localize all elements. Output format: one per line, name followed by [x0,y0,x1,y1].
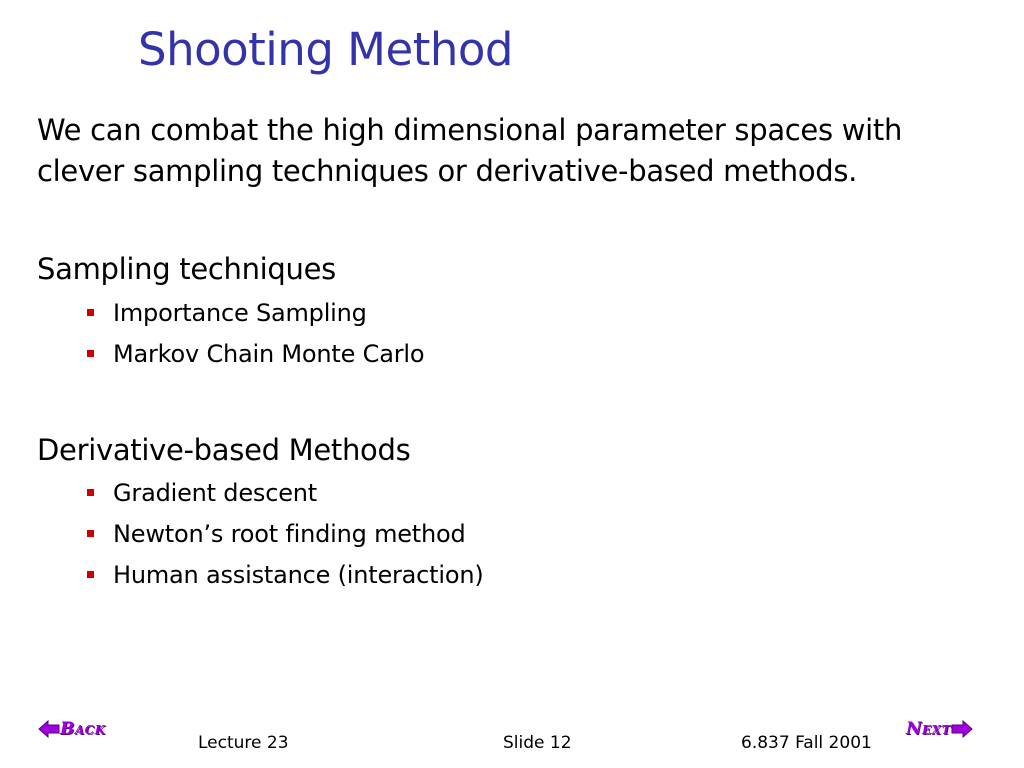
bullet-square-icon [87,350,94,357]
next-button-label: Next [906,719,951,739]
section-heading-sampling: Sampling techniques [37,252,336,286]
footer-slide-number: Slide 12 [503,733,572,753]
list-item-text: Markov Chain Monte Carlo [113,340,425,368]
list-item-text: Gradient descent [113,479,317,507]
back-button[interactable] [38,714,106,744]
arrow-left-icon [38,719,60,739]
bullet-square-icon [87,530,94,537]
back-button-label: Back [60,719,106,739]
intro-paragraph: We can combat the high dimensional parameter spaces with clever sampling techniques or derivative-based methods. [37,113,903,188]
slide-title: Shooting Method [138,23,513,76]
list-item-text: Human assistance (interaction) [113,561,484,589]
next-button[interactable] [906,714,973,744]
list-item-text: Newton’s root finding method [113,520,466,548]
footer-lecture: Lecture 23 [198,733,289,753]
footer-course: 6.837 Fall 2001 [741,733,872,753]
arrow-right-icon [951,719,973,739]
bullet-square-icon [87,571,94,578]
list-item-text: Importance Sampling [113,299,367,327]
bullet-square-icon [87,489,94,496]
section-heading-derivative: Derivative-based Methods [37,433,411,467]
bullet-square-icon [87,309,94,316]
